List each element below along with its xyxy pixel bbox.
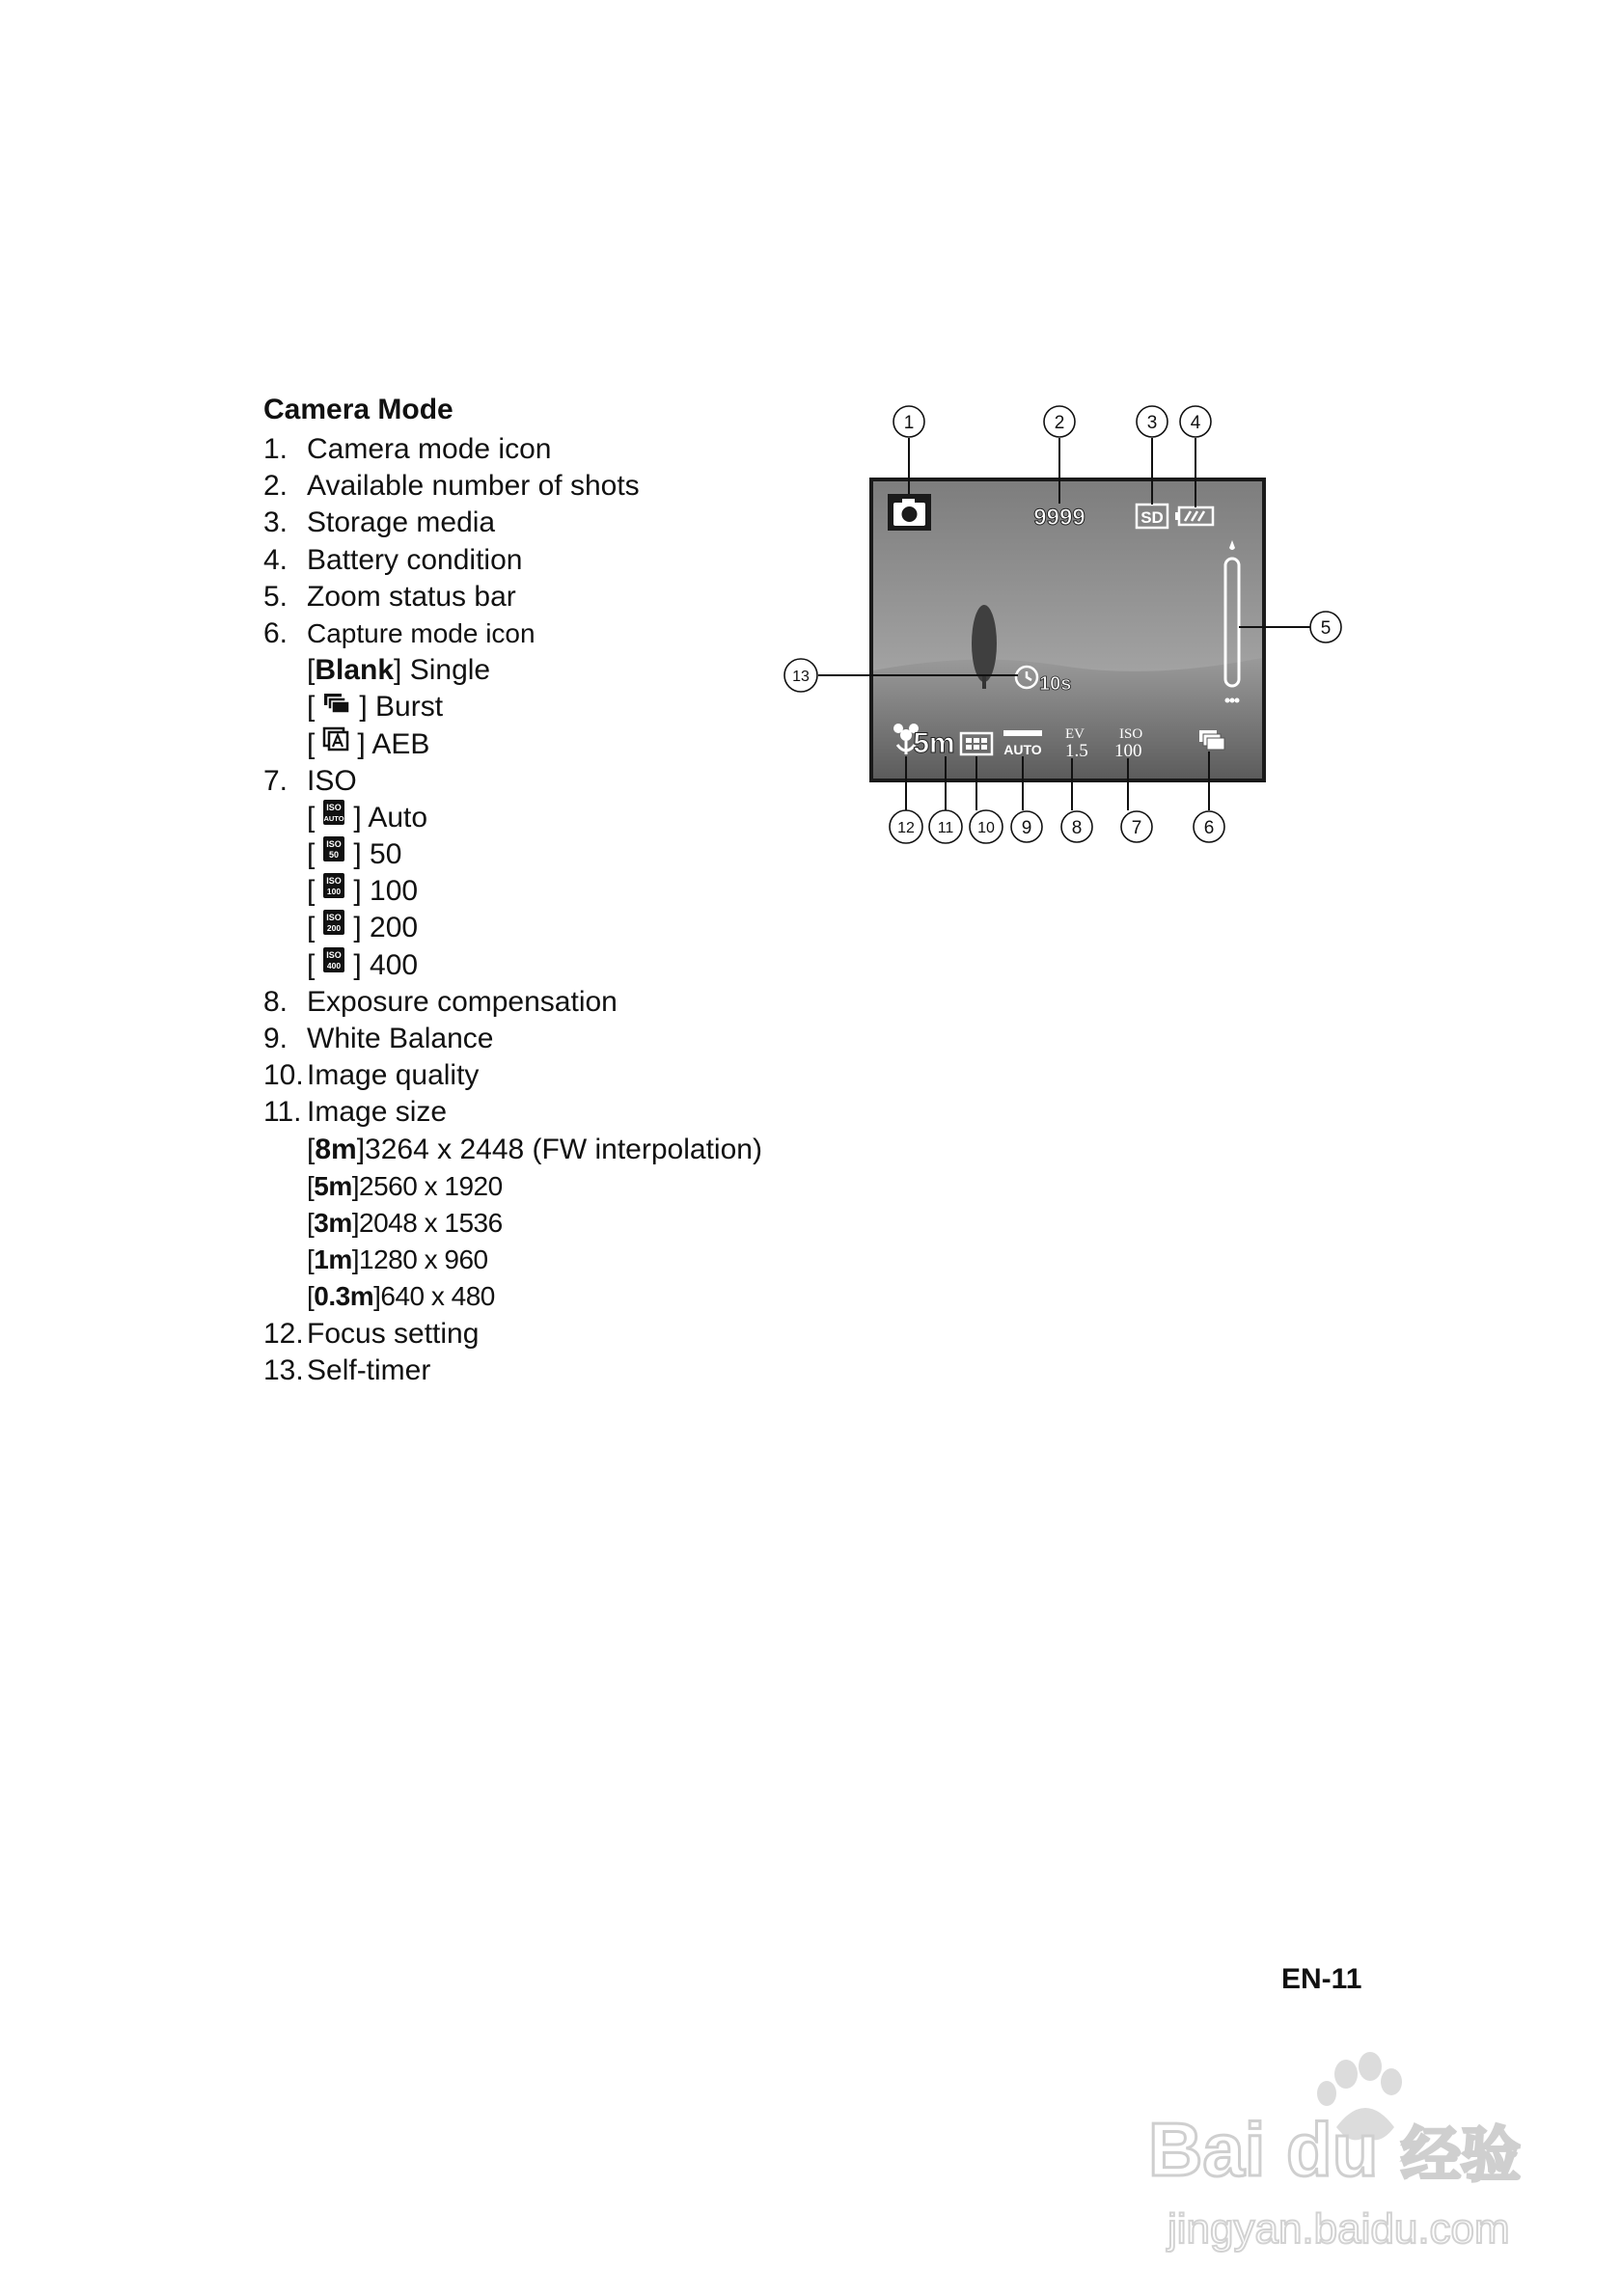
svg-text:50: 50	[329, 850, 340, 861]
callout-9	[1011, 811, 1042, 842]
list-item: 11. Image size	[263, 1096, 448, 1129]
svg-text:1: 1	[903, 413, 915, 433]
svg-text:11: 11	[937, 820, 954, 836]
iso-option: [ ISO 100 ] 100	[263, 873, 804, 910]
svg-text:100: 100	[327, 887, 342, 897]
aeb-icon	[322, 724, 349, 761]
callout-11	[929, 810, 962, 843]
svg-text:2: 2	[1054, 413, 1065, 433]
image-size-option: [1m]1280 x 960	[307, 1244, 488, 1275]
legend-list	[263, 431, 804, 1389]
image-size-option: [0.3m]640 x 480	[307, 1281, 495, 1312]
svg-text:6: 6	[1203, 818, 1215, 838]
svg-text:Bai du: Bai du	[1148, 2107, 1379, 2192]
list-item: 2. Available number of shots	[263, 470, 640, 503]
capture-mode-burst: [ ] Burst	[263, 689, 804, 725]
svg-text:7: 7	[1131, 818, 1142, 838]
svg-text:3: 3	[1146, 413, 1158, 433]
svg-text:经验: 经验	[1401, 2119, 1522, 2190]
image-size-indicator: 5m	[913, 727, 955, 759]
iso-400-icon	[322, 946, 345, 983]
iso-50-icon	[322, 835, 345, 872]
iso-100-icon	[322, 872, 345, 909]
svg-text:10: 10	[977, 820, 995, 836]
list-item: 13. Self-timer	[263, 1353, 431, 1386]
list-item: 5. Zoom status bar	[263, 580, 516, 613]
white-balance-icon	[1003, 730, 1042, 757]
callout-2	[1044, 406, 1075, 437]
iso-option: [ ISO 400 ] 400	[263, 947, 804, 984]
svg-text:AUTO: AUTO	[323, 813, 344, 823]
page-title: Camera Mode	[263, 394, 453, 425]
callout-12	[890, 810, 922, 843]
iso-indicator	[1114, 726, 1142, 761]
iso-option: [ ISO 50 ] 50	[263, 836, 804, 873]
svg-text:13: 13	[792, 669, 810, 685]
list-item: 1. Camera mode icon	[263, 433, 552, 465]
list-item: 7. ISO	[263, 764, 357, 797]
svg-text:9: 9	[1021, 818, 1032, 838]
svg-text:12: 12	[897, 820, 915, 836]
iso-auto-icon	[322, 799, 345, 835]
baidu-watermark	[1148, 2045, 1563, 2267]
svg-text:ISO: ISO	[326, 949, 343, 960]
list-item: 8. Exposure compensation	[263, 985, 618, 1018]
callout-6	[1194, 811, 1224, 842]
capture-mode-single: [Blank] Single	[307, 654, 491, 687]
lcd-diagram	[753, 396, 1389, 849]
callout-7	[1121, 811, 1152, 842]
svg-text:ISO: ISO	[326, 876, 343, 887]
callout-1	[893, 406, 924, 437]
callout-3	[1137, 406, 1168, 437]
svg-text:1.5: 1.5	[1065, 741, 1088, 761]
svg-text:400: 400	[327, 960, 342, 970]
iso-option: [ ISO 200 ] 200	[263, 910, 804, 946]
list-item: 4. Battery condition	[263, 543, 523, 576]
callout-13	[784, 659, 817, 692]
list-item: 9. White Balance	[263, 1023, 494, 1054]
svg-text:AUTO: AUTO	[1003, 742, 1042, 757]
svg-text:EV: EV	[1065, 726, 1085, 742]
capture-mode-aeb: [ ] AEB	[263, 726, 804, 763]
svg-text:ISO: ISO	[1119, 726, 1143, 742]
callout-4	[1180, 406, 1211, 437]
iso-200-icon	[322, 909, 345, 945]
svg-text:ISO: ISO	[326, 913, 343, 923]
svg-text:8: 8	[1071, 818, 1083, 838]
svg-text:5: 5	[1320, 618, 1332, 639]
callout-5	[1310, 612, 1341, 642]
image-size-option: [3m]2048 x 1536	[307, 1207, 503, 1238]
list-item: 6. Capture mode icon	[263, 616, 536, 649]
svg-text:200: 200	[327, 923, 342, 934]
image-size-option: [8m]3264 x 2448 (FW interpolation)	[307, 1133, 762, 1165]
list-item: 12. Focus setting	[263, 1317, 480, 1350]
page-number: EN-11	[1281, 1963, 1362, 1995]
storage-sd-icon	[1137, 505, 1168, 528]
svg-text:4: 4	[1190, 413, 1201, 433]
list-item: 10. Image quality	[263, 1059, 480, 1092]
burst-icon	[322, 688, 351, 724]
svg-text:ISO: ISO	[326, 802, 343, 812]
svg-text:jingyan.baidu.com: jingyan.baidu.com	[1168, 2205, 1510, 2253]
svg-text:SD: SD	[1140, 508, 1164, 527]
svg-text:ISO: ISO	[326, 839, 343, 850]
iso-option: [ ISO AUTO ] Auto	[263, 800, 804, 836]
svg-text:10s: 10s	[1039, 673, 1072, 695]
list-item: 3. Storage media	[263, 506, 496, 539]
shots-remaining: 9999	[1033, 505, 1085, 531]
callout-8	[1061, 811, 1092, 842]
svg-text:100: 100	[1114, 741, 1142, 761]
camera-mode-icon	[888, 494, 931, 531]
callout-10	[970, 810, 1003, 843]
image-size-option: [5m]2560 x 1920	[307, 1170, 503, 1201]
